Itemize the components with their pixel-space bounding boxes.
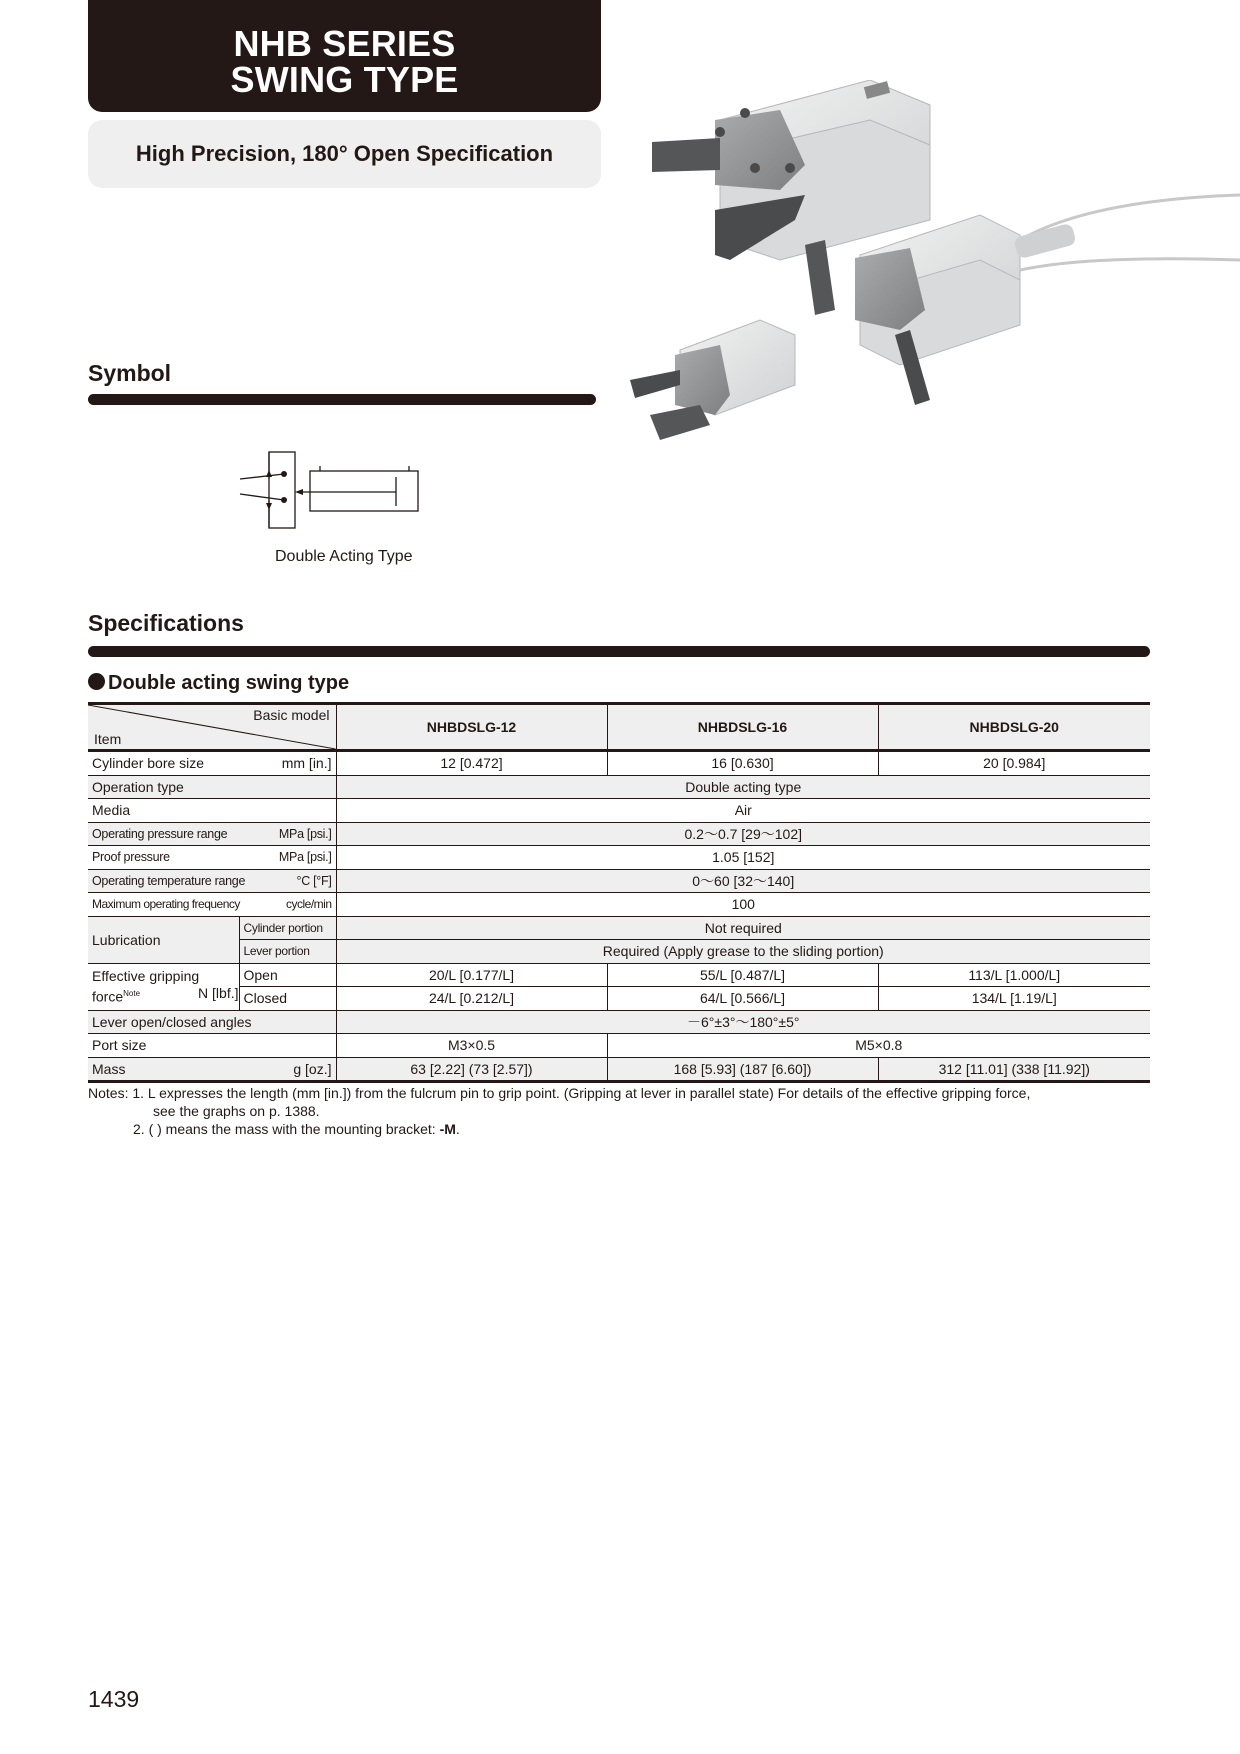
table-cell: M5×0.8 <box>607 1034 1150 1058</box>
specifications-heading-bar <box>88 646 1150 657</box>
symbol-caption: Double Acting Type <box>275 548 413 565</box>
note-1-line-1: L expresses the length (mm [in.]) from the fulcrum pin to grip point. (Gripping at lever in parallel state) For details of the effective gripping force, <box>147 1085 1031 1101</box>
table-row <box>88 822 1150 846</box>
table-cell: 20/L [0.177/L] <box>336 963 607 987</box>
page-number: 1439 <box>88 1686 140 1712</box>
bullet-icon <box>88 673 105 690</box>
table-cell: 16 [0.630] <box>607 751 878 776</box>
table-row <box>88 1010 1150 1034</box>
product-photo <box>620 80 1240 460</box>
table-row <box>88 1034 1150 1058</box>
table-row <box>88 775 1150 799</box>
specifications-heading: Specifications <box>88 610 244 636</box>
note-2-bold: -M <box>439 1121 456 1137</box>
row-unit: MPa [psi.] <box>278 826 332 841</box>
table-cell: 20 [0.984] <box>878 751 1150 776</box>
table-cell: 63 [2.22] (73 [2.57]) <box>336 1057 607 1082</box>
sub-row-label: Cylinder portion <box>239 916 336 940</box>
row-label-text: Operating temperature range <box>92 873 246 888</box>
row-label-text: force <box>92 988 124 1005</box>
row-label-text: Operating pressure range <box>92 826 228 841</box>
item-label: Item <box>94 731 122 747</box>
table-cell: Air <box>336 799 1150 823</box>
table-header-row <box>88 704 1150 751</box>
subtitle-banner <box>88 120 601 188</box>
table-cell: 168 [5.93] (187 [6.60]) <box>607 1057 878 1082</box>
table-cell: Required (Apply grease to the sliding portion) <box>336 940 1150 964</box>
specifications-table <box>88 702 1150 1083</box>
pneumatic-symbol-diagram <box>230 448 430 538</box>
table-row <box>88 1057 1150 1082</box>
table-cell: 12 [0.472] <box>336 751 607 776</box>
row-label: Lever open/closed angles <box>88 1010 336 1034</box>
row-label <box>88 751 336 776</box>
table-cell: M3×0.5 <box>336 1034 607 1058</box>
row-label-text: Mass <box>92 1060 126 1077</box>
row-label <box>88 869 336 893</box>
subsection-heading <box>88 672 349 695</box>
table-row <box>88 987 1150 1011</box>
series-title-line1: NHB SERIES <box>233 23 456 64</box>
table-cell: 1.05 [152] <box>336 846 1150 870</box>
table-cell: 24/L [0.212/L] <box>336 987 607 1011</box>
row-label-text: Effective gripping <box>92 967 200 984</box>
table-cell: 100 <box>336 893 1150 917</box>
row-label <box>88 822 336 846</box>
table-cell: Not required <box>336 916 1150 940</box>
row-label <box>88 846 336 870</box>
table-cell: －6°±3°～180°±5° <box>336 1010 1150 1034</box>
subtitle-text: High Precision, 180° Open Specification <box>135 141 554 166</box>
table-row <box>88 893 1150 917</box>
note-1-line-2: see the graphs on p. 1388. <box>153 1103 320 1119</box>
table-cell: Double acting type <box>336 775 1150 799</box>
row-label: Port size <box>88 1034 336 1058</box>
row-label-text: Proof pressure <box>92 850 170 865</box>
table-cell: 134/L [1.19/L] <box>878 987 1150 1011</box>
table-row <box>88 940 1150 964</box>
note-marker: Note <box>123 988 141 998</box>
row-unit: cycle/min <box>285 897 332 912</box>
table-row <box>88 799 1150 823</box>
row-label <box>88 963 239 1010</box>
model-header: NHBDSLG-16 <box>607 704 878 751</box>
row-label: Media <box>88 799 336 823</box>
row-unit: MPa [psi.] <box>278 850 332 865</box>
sub-row-label: Open <box>239 963 336 987</box>
row-label <box>88 1057 336 1082</box>
symbol-heading: Symbol <box>88 360 172 386</box>
series-title-line2: SWING TYPE <box>230 59 459 100</box>
sub-row-label: Closed <box>239 987 336 1011</box>
table-notes <box>88 1084 1168 1138</box>
table-row <box>88 846 1150 870</box>
header-corner-cell <box>88 704 336 751</box>
row-label <box>88 893 336 917</box>
symbol-heading-bar <box>88 394 596 405</box>
series-title-banner <box>88 0 601 112</box>
subsection-title: Double acting swing type <box>108 672 350 694</box>
table-cell: 55/L [0.487/L] <box>607 963 878 987</box>
row-unit: mm [in.] <box>281 755 332 772</box>
row-label: Operation type <box>88 775 336 799</box>
gripper-small-image <box>630 320 795 440</box>
row-unit: N [lbf.] <box>198 984 239 1001</box>
row-label-text: Maximum operating frequency <box>92 897 240 912</box>
notes-prefix: Notes: 1. <box>88 1085 145 1101</box>
table-cell: 64/L [0.566/L] <box>607 987 878 1011</box>
table-row <box>88 963 1150 987</box>
note-2-end: . <box>455 1121 460 1137</box>
row-unit: °C [°F] <box>296 873 332 888</box>
note-2-text: 2. ( ) means the mass with the mounting bracket: <box>133 1121 440 1137</box>
row-unit: g [oz.] <box>293 1060 332 1077</box>
table-cell: 312 [11.01] (338 [11.92]) <box>878 1057 1150 1082</box>
table-row <box>88 869 1150 893</box>
row-label-text: Cylinder bore size <box>92 755 205 772</box>
table-row <box>88 916 1150 940</box>
table-cell: 0～60 [32～140] <box>336 869 1150 893</box>
gripper-large-image <box>652 80 930 260</box>
table-cell: 113/L [1.000/L] <box>878 963 1150 987</box>
table-cell: 0.2～0.7 [29～102] <box>336 822 1150 846</box>
basic-model-label: Basic model <box>253 707 330 723</box>
table-row <box>88 751 1150 776</box>
sub-row-label: Lever portion <box>239 940 336 964</box>
row-label: Lubrication <box>88 916 239 963</box>
model-header: NHBDSLG-12 <box>336 704 607 751</box>
model-header: NHBDSLG-20 <box>878 704 1150 751</box>
